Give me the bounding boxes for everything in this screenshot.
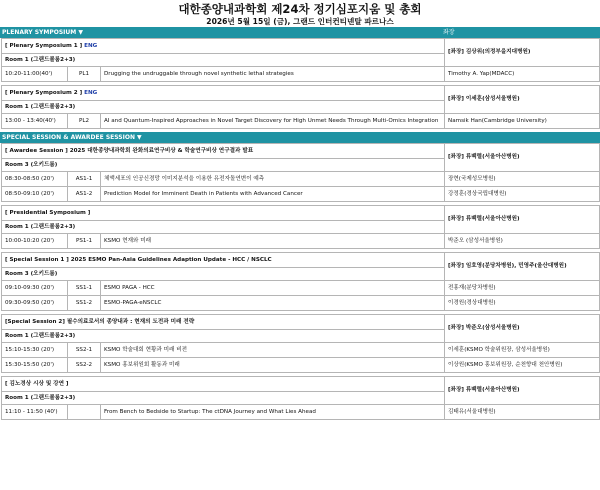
chair-column-label: 좌장	[443, 29, 455, 36]
talk-time: 08:30-08:50 (20')	[2, 172, 68, 187]
talk-time: 10:00-10:20 (20')	[2, 234, 68, 249]
talk-row	[2, 405, 600, 420]
session-chair: [좌장] 박준오(삼성서울병원)	[445, 315, 600, 343]
session-chair: [좌장] 류백렬(서울아산병원)	[445, 144, 600, 172]
talk-time: 09:30-09:50 (20')	[2, 296, 68, 311]
talk-row	[2, 172, 600, 187]
talk-speaker: 김태유(서울대병원)	[445, 405, 600, 420]
session-title: [ Presidential Symposium ]	[2, 206, 445, 221]
special-table	[1, 143, 600, 420]
session-title: [ Plenary Symposium 2 ] ENG	[2, 86, 445, 101]
talk-time: 09:10-09:30 (20')	[2, 281, 68, 296]
talk-code	[68, 405, 101, 420]
talk-speaker: Namsik Han(Cambridge University)	[445, 114, 600, 129]
session-chair: [좌장] 류백렬(서울아산병원)	[445, 377, 600, 405]
talk-speaker: 이경원(경상대병원)	[445, 296, 600, 311]
session-title: [ Awardee Session ] 2025 대한종양내과학회 완화의료연구비상 & 학술연구비상 연구결과 발표	[2, 144, 445, 159]
session-room: Room 1 (그랜드볼룸2+3)	[2, 221, 445, 234]
session-title: [ 김노경상 시상 및 강연 ]	[2, 377, 445, 392]
talk-speaker: 강정훈(경상국립대병원)	[445, 187, 600, 202]
session-title: [ Special Session 1 ] 2025 ESMO Pan-Asia Guidelines Adaption Update - HCC / NSCLC	[2, 253, 445, 268]
talk-row	[2, 234, 600, 249]
session-room: Room 1 (그랜드볼룸2+3)	[2, 54, 445, 67]
session-row	[2, 86, 600, 101]
talk-speaker: 이상원(KSMO 홍보위원장, 순천향대 천안병원)	[445, 358, 600, 373]
talk-title: KSMO 현재와 미래	[101, 234, 445, 249]
talk-title: 체액세포의 인공신경망 이미지분석을 이용한 유전자돌연변이 예측	[101, 172, 445, 187]
session-chair: [좌장] 이세훈(삼성서울병원)	[445, 86, 600, 114]
session-row	[2, 206, 600, 221]
session-row	[2, 253, 600, 268]
talk-code: SS1-1	[68, 281, 101, 296]
session-chair: [좌장] 임호영(분당차병원), 민영주(울산대병원)	[445, 253, 600, 281]
special-section-label: SPECIAL SESSION & AWARDEE SESSION ▼	[2, 134, 142, 141]
talk-title: KSMO 홍보위원회 활동과 미래	[101, 358, 445, 373]
talk-title: From Bench to Bedside to Startup: The ctDNA Journey and What Lies Ahead	[101, 405, 445, 420]
talk-title: ESMO PAGA - HCC	[101, 281, 445, 296]
session-title: [Special Session 2] 필수의료로서의 종양내과 : 현재의 도전과 미래 전략	[2, 315, 445, 330]
document-header	[0, 0, 600, 27]
session-title: [ Plenary Symposium 1 ] ENG	[2, 39, 445, 54]
talk-code: SS2-2	[68, 358, 101, 373]
session-chair: [좌장] 김상위(의정부을지대병원)	[445, 39, 600, 67]
talk-code: AS1-1	[68, 172, 101, 187]
plenary-table	[1, 38, 600, 129]
language-badge: ENG	[84, 42, 98, 49]
talk-speaker: 이세훈(KSMO 학술위원장, 삼성서울병원)	[445, 343, 600, 358]
talk-time: 15:30-15:50 (20')	[2, 358, 68, 373]
talk-row	[2, 114, 600, 129]
special-section-bar[interactable]	[0, 132, 600, 143]
talk-row	[2, 343, 600, 358]
session-room: Room 3 (오키드룸)	[2, 268, 445, 281]
talk-row	[2, 296, 600, 311]
talk-row	[2, 67, 600, 82]
talk-time: 08:50-09:10 (20')	[2, 187, 68, 202]
talk-speaker: 박준오 (삼성서울병원)	[445, 234, 600, 249]
talk-code: SS1-2	[68, 296, 101, 311]
talk-title: ESMO-PAGA-eNSCLC	[101, 296, 445, 311]
talk-time: 10:20-11:00(40')	[2, 67, 68, 82]
talk-title: Prediction Model for Imminent Death in Patients with Advanced Cancer	[101, 187, 445, 202]
session-room: Room 1 (그랜드볼룸2+3)	[2, 330, 445, 343]
page-title: 대한종양내과학회 제24차 정기심포지움 및 총회	[178, 2, 422, 16]
talk-row	[2, 187, 600, 202]
talk-code: PS1-1	[68, 234, 101, 249]
talk-time: 15:10-15:30 (20')	[2, 343, 68, 358]
session-row	[2, 315, 600, 330]
page-subtitle: 2026년 5월 15일 (금), 그랜드 인터컨티넨탈 파르나스	[206, 17, 394, 26]
talk-speaker: 전홍재(분당차병원)	[445, 281, 600, 296]
talk-time: 11:10 - 11:50 (40')	[2, 405, 68, 420]
talk-code: PL2	[68, 114, 101, 129]
plenary-section-bar[interactable]	[0, 27, 600, 38]
session-room: Room 1 (그랜드볼룸2+3)	[2, 101, 445, 114]
plenary-section-label: PLENARY SYMPOSIUM ▼	[2, 29, 83, 36]
language-badge: ENG	[84, 89, 98, 96]
talk-code: PL1	[68, 67, 101, 82]
session-chair: [좌장] 류백렬(서울아산병원)	[445, 206, 600, 234]
talk-title: KSMO 학술대회 현황과 미래 비전	[101, 343, 445, 358]
session-row	[2, 39, 600, 54]
talk-row	[2, 358, 600, 373]
talk-title: Drugging the undruggable through novel synthetic lethal strategies	[101, 67, 445, 82]
talk-row	[2, 281, 600, 296]
talk-speaker: 장현(국제성모병원)	[445, 172, 600, 187]
talk-code: AS1-2	[68, 187, 101, 202]
talk-code: SS2-1	[68, 343, 101, 358]
session-row	[2, 144, 600, 159]
session-row	[2, 377, 600, 392]
session-room: Room 1 (그랜드볼룸2+3)	[2, 392, 445, 405]
session-room: Room 3 (오키드룸)	[2, 159, 445, 172]
talk-speaker: Timothy A. Yap(MDACC)	[445, 67, 600, 82]
talk-time: 13:00 - 13:40(40')	[2, 114, 68, 129]
talk-title: AI and Quantum-Inspired Approaches in Novel Target Discovery for High Unmet Needs Through Multi-Omics Integration	[101, 114, 445, 129]
